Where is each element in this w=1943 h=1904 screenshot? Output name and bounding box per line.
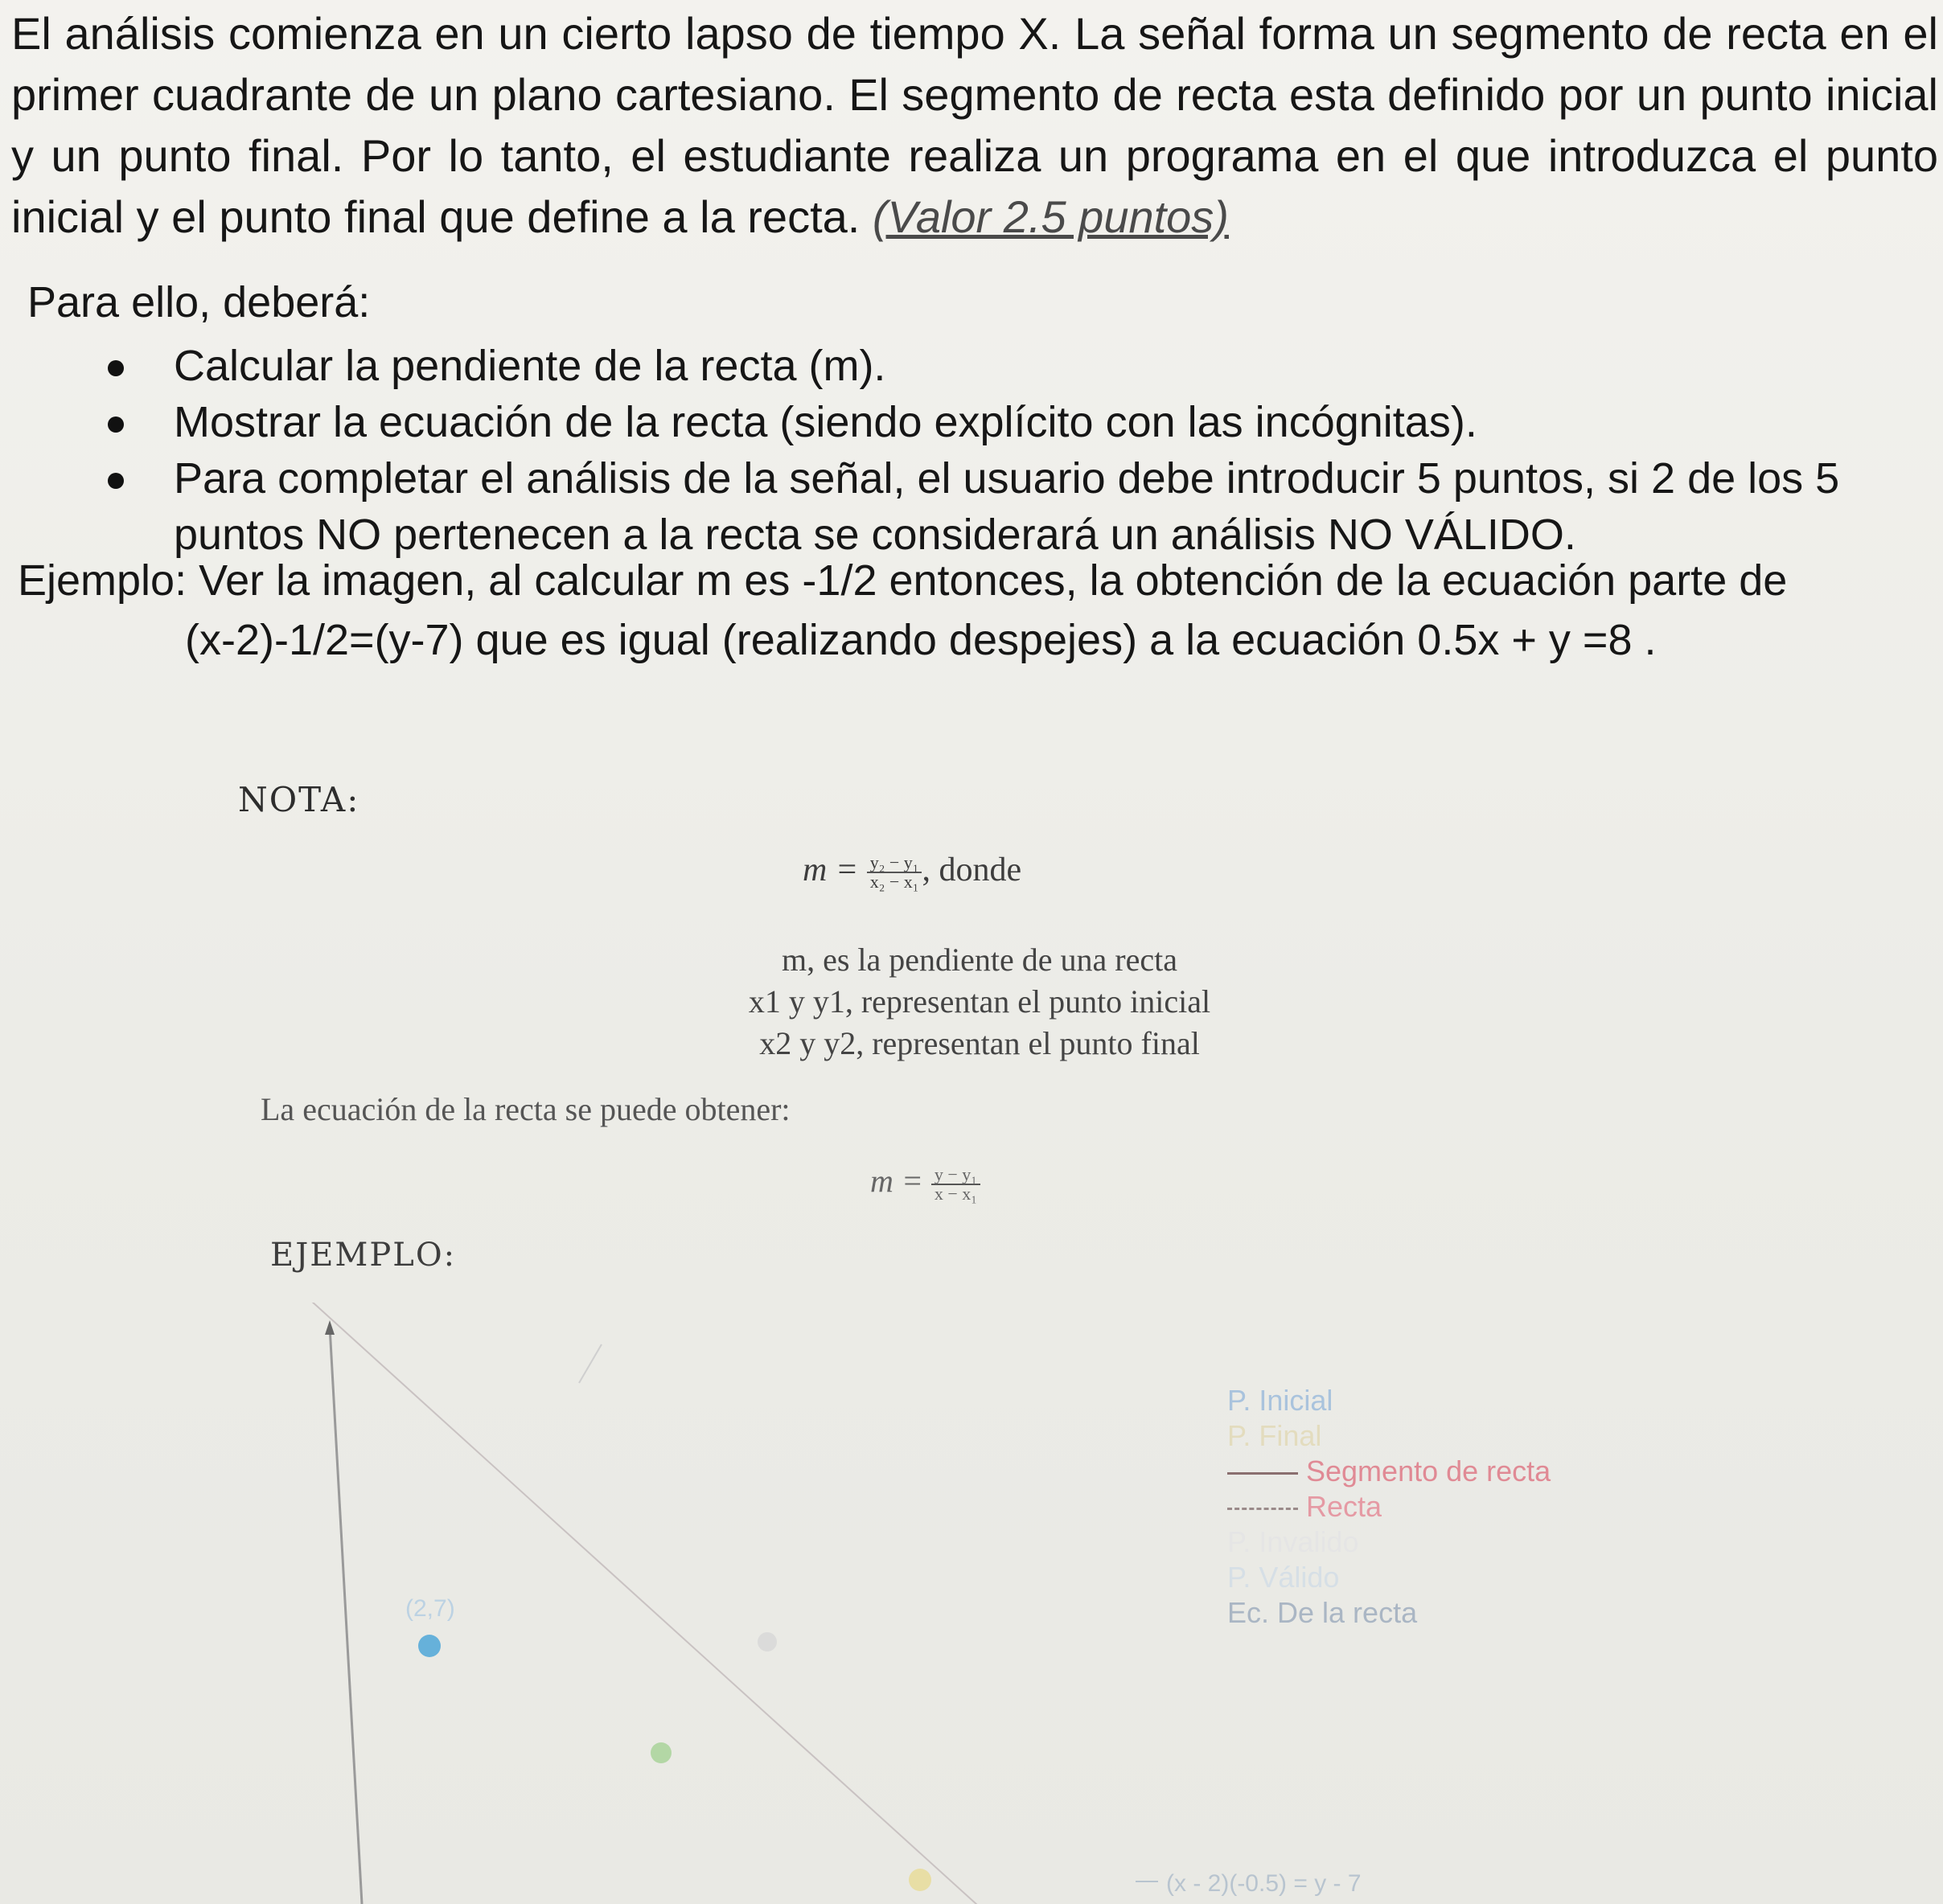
ejemplo-heading: EJEMPLO: xyxy=(270,1237,457,1274)
bullet-icon xyxy=(108,473,124,489)
list-item xyxy=(105,450,1930,563)
fraction xyxy=(931,1163,980,1204)
list-item-text: Calcular la pendiente de la recta (m). xyxy=(174,342,886,390)
bullet-icon xyxy=(108,416,124,433)
y-axis-arrow-icon xyxy=(325,1320,335,1335)
data-point-p-inicial xyxy=(418,1635,441,1657)
example-paragraph xyxy=(18,551,1932,670)
problem-statement xyxy=(11,3,1938,248)
data-point-p-invalido xyxy=(758,1632,777,1652)
data-point-p-v-lido xyxy=(651,1742,672,1763)
formula-lhs: m = xyxy=(870,1163,923,1199)
equation-label: (x - 2)(-0.5) = y - 7 xyxy=(1166,1870,1362,1897)
nota-heading: NOTA: xyxy=(238,780,360,819)
legend-valido: P. Válido xyxy=(1227,1561,1340,1594)
legend-recta xyxy=(1227,1489,1551,1524)
list-item xyxy=(105,338,1930,394)
recta-line xyxy=(233,1303,997,1904)
variable-definitions xyxy=(0,939,1943,1065)
bullet-icon xyxy=(108,360,124,376)
fraction xyxy=(867,854,922,891)
point-value: (Valor 2.5 puntos) xyxy=(872,191,1229,242)
list-item-text: Mostrar la ecuación de la recta (siendo explícito con las incógnitas). xyxy=(174,398,1477,446)
equation-label: La ecuación de la recta se puede obtener: xyxy=(261,1091,791,1127)
definition-line: x1 y y1, representan el punto inicial xyxy=(748,983,1211,1020)
solid-line-icon xyxy=(1227,1472,1298,1475)
problem-text: El análisis comienza en un cierto lapso de tiempo X. La señal forma un segmento de recta en el primer cuadrante de un plano cartesiano. El segmento de recta esta definido por un punto inicial y un punto final. Por lo tanto, el estudiante realiza un programa en el que introduzca el punto inicial y el punto final que define a la recta. xyxy=(11,8,1938,242)
legend-segmento-label: Segmento de recta xyxy=(1306,1455,1551,1488)
line-equation-formula xyxy=(870,1162,980,1203)
instructions-heading: Para ello, deberá: xyxy=(27,278,371,326)
definition-line: x2 y y2, representan el punto final xyxy=(759,1025,1200,1061)
chart-legend xyxy=(1227,1383,1551,1631)
legend-final: P. Final xyxy=(1227,1419,1322,1452)
list-item xyxy=(105,394,1930,450)
legend-recta-label: Recta xyxy=(1306,1490,1382,1523)
y-axis xyxy=(330,1327,362,1904)
legend-segmento xyxy=(1227,1454,1551,1489)
formula-lhs: m = xyxy=(803,851,859,888)
dashed-line-icon xyxy=(1227,1508,1298,1510)
legend-ecuacion: Ec. De la recta xyxy=(1227,1596,1418,1629)
list-item-text: Para completar el análisis de la señal, el usuario debe introducir 5 puntos, si 2 de los 5 puntos NO pertenecen a la recta se considerará un análisis NO VÁLIDO. xyxy=(174,454,1840,559)
fraction-denominator: x₂ − x₁ xyxy=(869,872,919,892)
slope-formula xyxy=(803,851,1021,891)
point-label: (2,7) xyxy=(405,1595,455,1622)
data-point-p-final xyxy=(909,1869,931,1891)
legend-inicial: P. Inicial xyxy=(1227,1384,1333,1417)
requirements-list xyxy=(105,338,1930,563)
fraction-numerator: y − y₁ xyxy=(931,1166,980,1185)
fraction-numerator: y₂ − y₁ xyxy=(867,854,922,873)
definition-line: m, es la pendiente de una recta xyxy=(782,942,1177,978)
example-line: Ejemplo: Ver la imagen, al calcular m es -1/2 entonces, la obtención de la ecuación parte de xyxy=(18,556,1788,605)
fraction-denominator: x − x₁ xyxy=(934,1183,977,1204)
example-chart xyxy=(0,1303,1943,1904)
formula-suffix: , donde xyxy=(922,851,1022,888)
legend-invalido: P. Invalido xyxy=(1227,1525,1359,1558)
example-equation-line: (x-2)-1/2=(y-7) que es igual (realizando despejes) a la ecuación 0.5x + y =8 . xyxy=(185,616,1657,664)
axis-tick xyxy=(579,1344,602,1383)
